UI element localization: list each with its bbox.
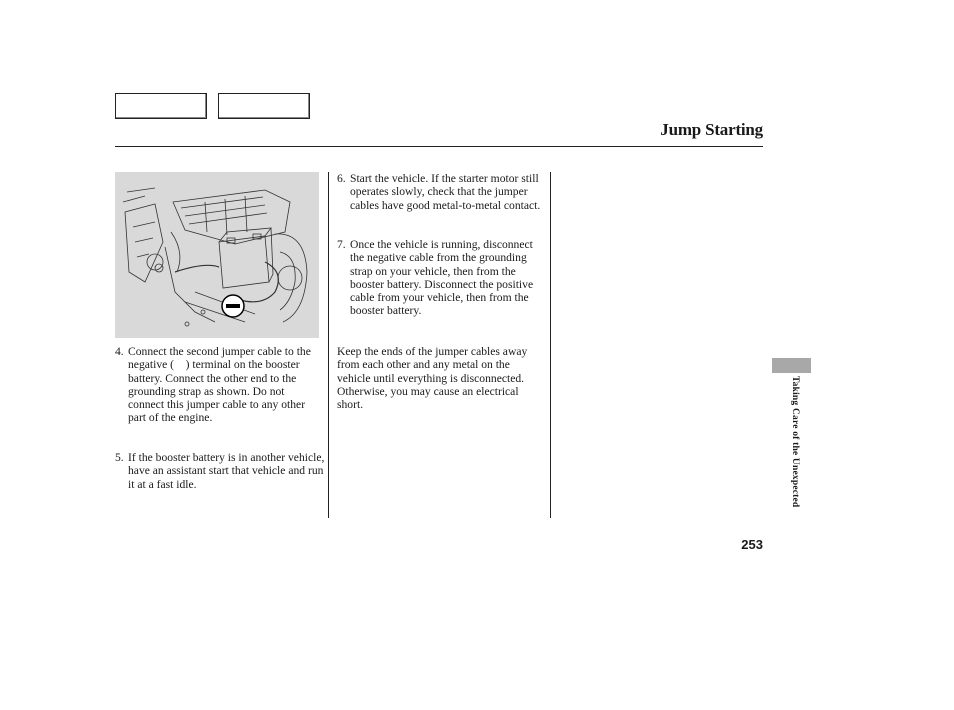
page-number: 253: [741, 537, 763, 552]
column-divider: [550, 172, 551, 518]
negative-terminal-icon: [222, 295, 244, 317]
step-text: Once the vehicle is running, disconnect the negative cable from the grounding strap on your vehicle, then from the booster battery. Disconnect the positive cable from your vehicle, then from the booster battery.: [350, 238, 534, 318]
step-number: 5.: [115, 451, 124, 464]
warning-paragraph: Keep the ends of the jumper cables away from each other and any metal on the vehicle until everything is disconnected. Otherwise, you may cause an electrical short.: [337, 345, 528, 412]
instruction-step: [115, 345, 315, 425]
nav-button-previous[interactable]: [115, 93, 207, 119]
step-number: 6.: [337, 172, 346, 185]
step-text: If the booster battery is in another vehicle, have an assistant start that vehicle and run it at a fast idle.: [128, 451, 325, 491]
header-rule: [115, 146, 763, 147]
step-number: 7.: [337, 238, 346, 251]
nav-button-next[interactable]: [218, 93, 310, 119]
page-title: Jump Starting: [660, 120, 763, 139]
instruction-step: [337, 172, 547, 212]
instruction-step: [337, 238, 547, 318]
section-tab: [772, 358, 811, 373]
step-text: Connect the second jumper cable to the negative ( ) terminal on the booster battery. Connect the other end to the grounding strap as shown. Do not connect this jumper cable to any other part of the engine.: [128, 345, 311, 425]
step-number: 4.: [115, 345, 124, 358]
engine-bay-illustration: [115, 172, 319, 338]
step-text: Start the vehicle. If the starter motor still operates slowly, check that the jumper cables have good metal-to-metal contact.: [350, 172, 541, 212]
column-divider: [328, 172, 329, 518]
section-tab-label: Taking Care of the Unexpected: [790, 376, 800, 508]
engine-bay-drawing: [115, 172, 319, 338]
instruction-step: [115, 451, 325, 491]
